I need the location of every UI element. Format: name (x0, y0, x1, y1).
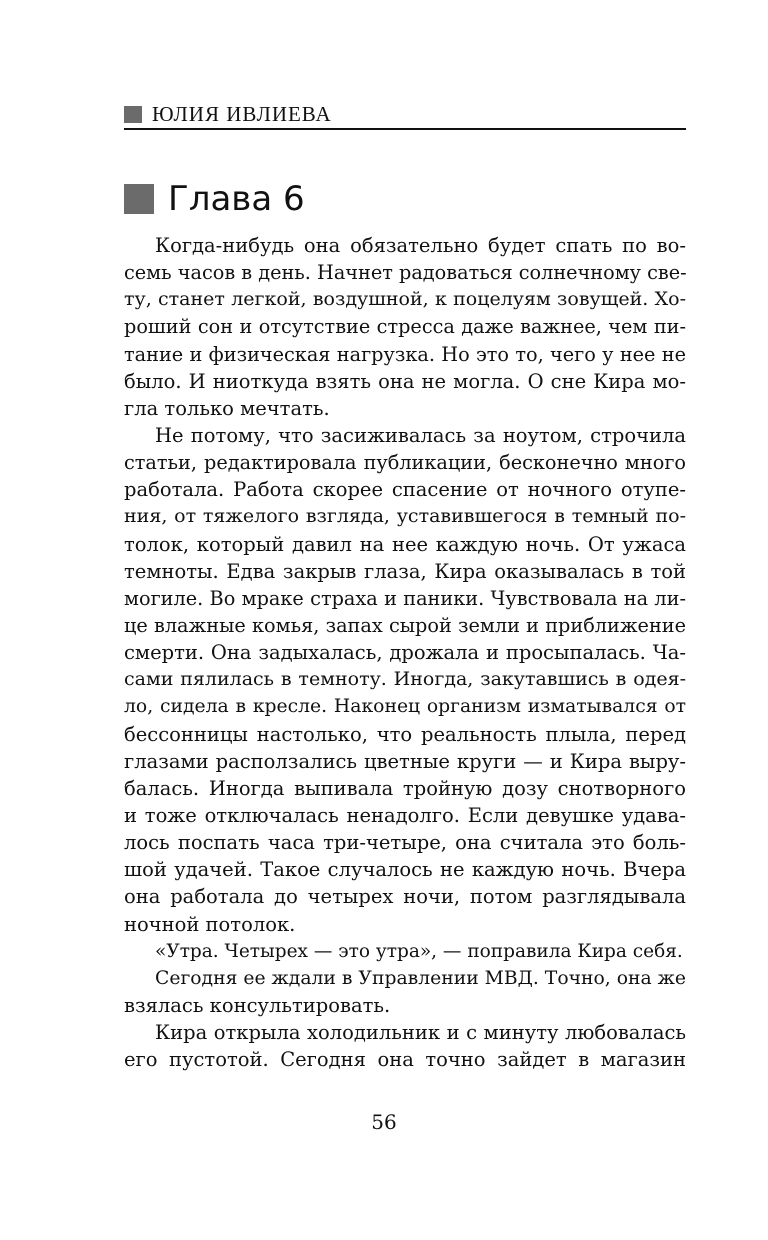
text-line: Кира открыла холодильник и с минуту любовалась (155, 1021, 686, 1045)
text-line: работала. Работа скорее спасение от ночного отупе- (124, 478, 686, 502)
page-number: 56 (371, 1110, 397, 1134)
text-line: взялась консультировать. (124, 993, 391, 1017)
text-line: Не потому, что засиживалась за ноутом, строчила (155, 423, 686, 447)
text-line: толок, который давил на нее каждую ночь. От ужаса (124, 532, 686, 556)
text-line: балась. Иногда выпивала тройную дозу снотворного (124, 776, 686, 800)
author-name: ЮЛИЯ ИВЛИЕВА (152, 101, 332, 126)
text-line: роший сон и отсутствие стресса даже важнее, чем пи- (124, 315, 686, 339)
body-text (124, 232, 686, 1073)
header-square-marker (124, 106, 142, 123)
text-line: она работала до четырех ночи, потом разглядывала (124, 885, 686, 909)
text-line: могиле. Во мраке страха и паники. Чувствовала на ли- (124, 586, 686, 610)
text-line: ночной потолок. (124, 912, 296, 936)
chapter-title: Глава 6 (168, 179, 305, 219)
text-line: сами пялилась в темноту. Иногда, закутавшись в одея- (124, 668, 686, 691)
text-line: Когда-нибудь она обязательно будет спать по во- (155, 234, 686, 257)
text-line: «Утра. Четырех — это утра», — поправила Кира себя. (155, 940, 683, 962)
text-line: было. И ниоткуда взять она не могла. О сне Кира мо- (124, 369, 686, 393)
text-line: тание и физическая нагрузка. Но это то, чего у нее не (124, 342, 686, 366)
text-line: глазами расползались цветные круги — и Кира выру- (124, 749, 686, 773)
chapter-square-marker (124, 184, 154, 214)
text-line: Сегодня ее ждали в Управлении МВД. Точно, она же (155, 967, 686, 989)
text-line: шой удачей. Такое случалось не каждую ночь. Вчера (124, 858, 686, 882)
text-line: его пустотой. Сегодня она точно зайдет в магазин (124, 1048, 686, 1072)
text-line: бессонницы настолько, что реальность плыла, перед (124, 722, 686, 746)
text-line: темноты. Едва закрыв глаза, Кира оказывалась в той (124, 559, 686, 583)
text-line: статьи, редактировала публикации, бесконечно много (124, 451, 686, 475)
text-line: ту, станет легкой, воздушной, к поцелуям зовущей. Хо- (124, 288, 686, 311)
text-line: и тоже отключалась ненадолго. Если девушке удава- (124, 803, 686, 827)
text-line: смерти. Она задыхалась, дрожала и просыпалась. Ча- (124, 641, 686, 665)
text-line: лось поспать часа три-четыре, она считала это боль- (124, 831, 686, 855)
chapter-heading (124, 177, 305, 221)
text-line: ния, от тяжелого взгляда, уставившегося в темный по- (124, 505, 686, 528)
text-line: гла только мечтать. (124, 396, 330, 420)
text-line: семь часов в день. Начнет радоваться солнечному све- (124, 261, 687, 285)
text-line: ло, сидела в кресле. Наконец организм изматывался от (124, 696, 686, 718)
text-line: це влажные комья, запах сырой земли и приближение (124, 613, 686, 637)
running-header (124, 100, 686, 130)
